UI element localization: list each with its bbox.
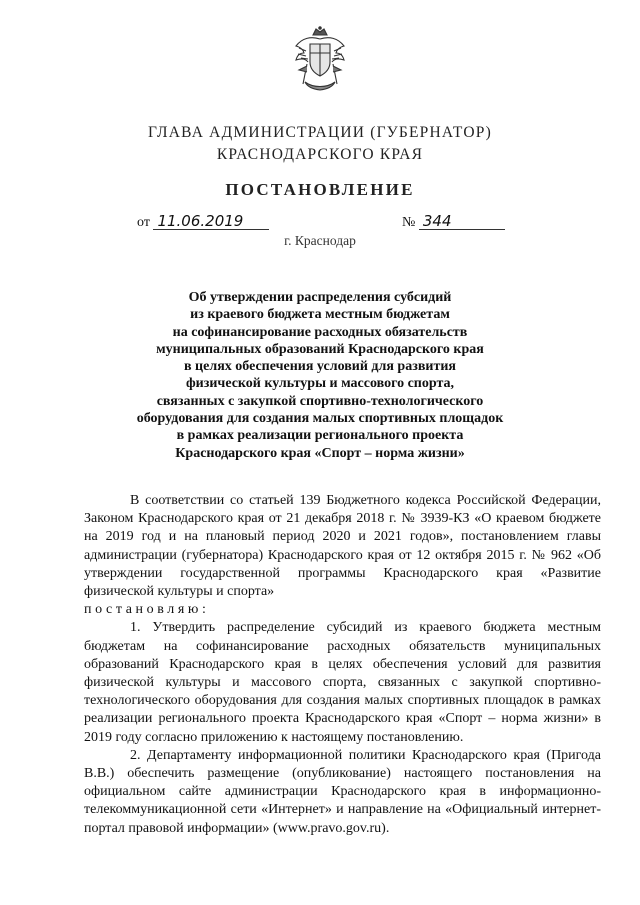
city: г. Краснодар xyxy=(284,233,356,248)
date-value: 11.06.2019 xyxy=(153,214,269,230)
document-type: ПОСТАНОВЛЕНИЕ xyxy=(225,180,415,199)
item-1-paragraph: 1. Утвердить распределение субсидий из краевого бюджета местным бюджетам на софинансирование расходных обязательств муниципальных образований Краснодарского края в целях обеспечения условий для развития физической культуры и массового спорта, связанных с закупкой спортивно-технологического оборудования для создания малых спортивных площадок в рамках реализации регионального проекта Краснодарского края «Спорт – норма жизни» в 2019 году согласно приложению к настоящему постановлению. xyxy=(84,620,601,745)
document-title xyxy=(110,289,530,462)
preamble-paragraph: В соответствии со статьей 139 Бюджетного кодекса Российской Федерации, Законом Краснодарского края от 21 декабря 2018 г. № 3939-КЗ «О краевом бюджете на 2019 год и на плановый период 2020 и 2021 годов», постановлением главы администрации (губернатора) Краснодарского края от 12 октября 2015 г. № 962 «Об утверждении государственной программы Краснодарского края «Развитие физической культуры и спорта» xyxy=(84,493,601,600)
title-line: из краевого бюджета местным бюджетам xyxy=(190,307,450,323)
title-line: в целях обеспечения условий для развития xyxy=(184,359,456,375)
item-2-paragraph: 2. Департаменту информационной политики Краснодарского края (Пригода В.В.) обеспечить размещение (опубликование) настоящего постановления на официальном сайте администрации Краснодарского края в информационно-телекоммуникационной сети «Интернет» и направление на «Официальный интернет-портал правовой информации» (www.pravo.gov.ru). xyxy=(84,747,601,836)
title-line: физической культуры и массового спорта, xyxy=(185,376,455,392)
document-number xyxy=(402,214,505,231)
date-prefix: от xyxy=(137,215,150,230)
number-value: 344 xyxy=(419,214,505,230)
coat-of-arms-emblem xyxy=(293,26,347,92)
authority-region: КРАСНОДАРСКОГО КРАЯ xyxy=(216,146,424,163)
decree-word: постановляю: xyxy=(84,602,210,618)
title-line: муниципальных образований Краснодарского края xyxy=(156,341,484,357)
title-line: на софинансирование расходных обязательств xyxy=(172,324,468,340)
title-line: Об утверждении распределения субсидий xyxy=(188,290,452,305)
number-prefix: № xyxy=(402,215,416,230)
authority-title: ГЛАВА АДМИНИСТРАЦИИ (ГУБЕРНАТОР) xyxy=(148,124,492,141)
document-body xyxy=(84,492,601,838)
title-line: Краснодарского края «Спорт – норма жизни» xyxy=(175,445,465,461)
document-date xyxy=(137,214,269,231)
title-line: в рамках реализации регионального проекта xyxy=(176,428,464,444)
title-line: оборудования для создания малых спортивных площадок xyxy=(136,411,504,427)
title-line: связанных с закупкой спортивно-технологического xyxy=(156,393,484,409)
